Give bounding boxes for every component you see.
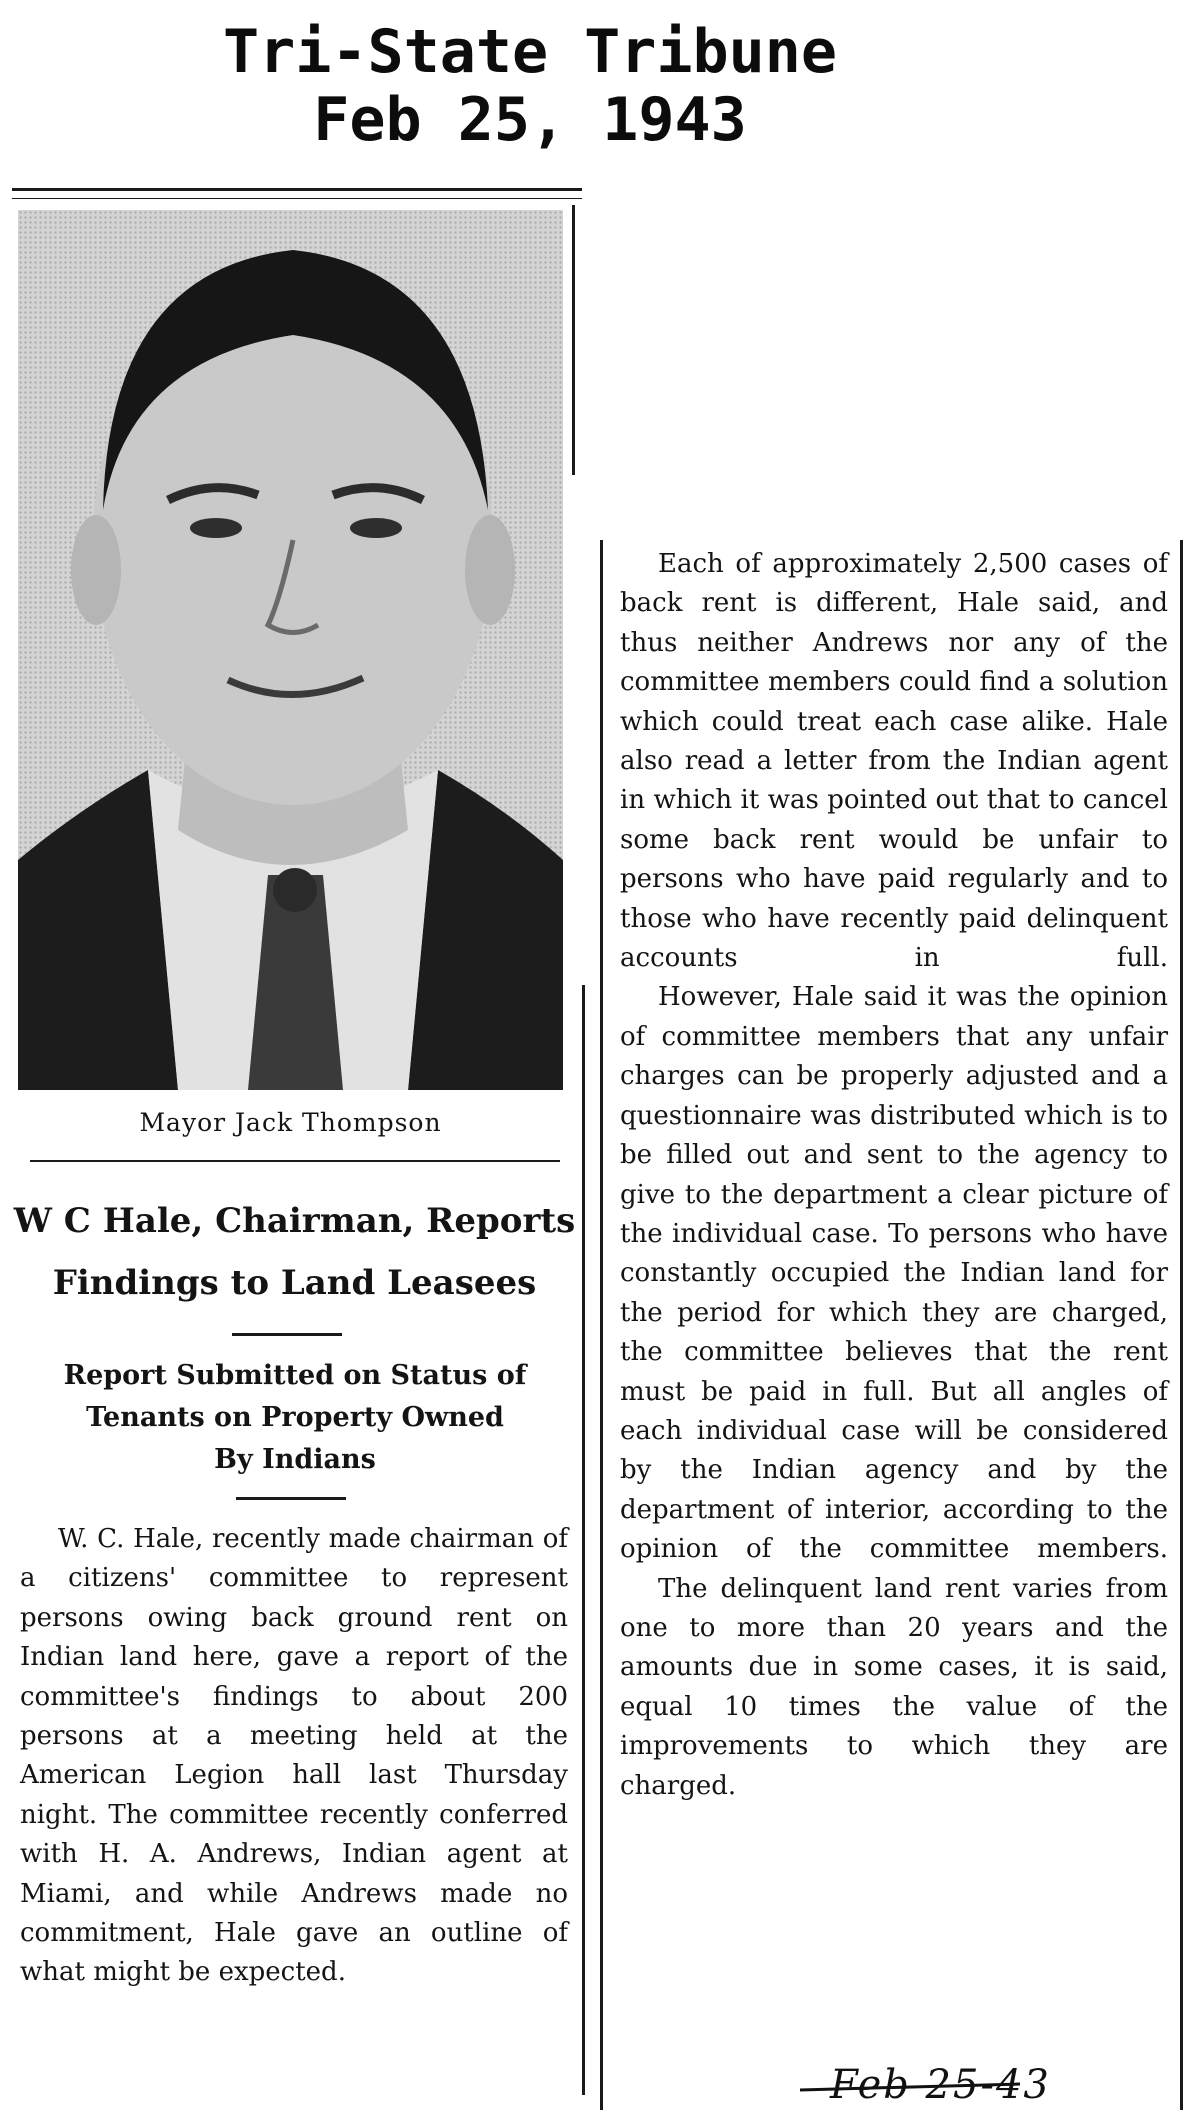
body-column-right — [620, 545, 1168, 1806]
body-paragraph: The delinquent land rent varies from one to more than 20 years and the amounts due in some cases, it is said, equal 10 times the value of the improvements to which they are charged. — [620, 1573, 1168, 1801]
caption-rule — [30, 1160, 560, 1162]
subhead-divider — [236, 1497, 346, 1500]
column-rule-photo — [572, 205, 575, 475]
article-headline — [12, 1190, 577, 1314]
column-rule-right-inner — [600, 540, 603, 2110]
subhead-line-2: Tenants on Property Owned — [86, 1402, 504, 1433]
subhead-line-1: Report Submitted on Status of — [63, 1360, 527, 1391]
headline-line-1: W C Hale, Chairman, Reports — [13, 1201, 576, 1241]
headline-line-2: Findings to Land Leasees — [52, 1263, 537, 1303]
handwritten-date-text: Feb 25-43 — [830, 2062, 1051, 2108]
handwritten-date-note — [800, 2060, 1100, 2110]
subhead-line-3: By Indians — [214, 1444, 376, 1475]
body-paragraph: W. C. Hale, recently made chairman of a citizens' committee to represent persons owing back ground rent on Indian land here, gave a report of the committee's findings to about 200 persons at a meeting held at the American Legion hall last Thursday night. The committee recently conferred with H. A. Andrews, Indian agent at Miami, and while Andrews made no commitment, Hale gave an outline of what might be expected. — [20, 1524, 568, 1988]
portrait-photo — [18, 210, 563, 1090]
article-subhead — [15, 1355, 575, 1481]
body-paragraph: Each of approximately 2,500 cases of back rent is different, Hale said, and thus neither Andrews nor any of the committee members could find a solution which could treat each case alike. Hale also read a letter from the Indian agent in which it was pointed out that to cancel some back rent would be unfair to persons who have paid regularly and to those who have recently paid delinquent accounts in full. — [620, 549, 1168, 974]
body-paragraph: However, Hale said it was the opinion of committee members that any unfair charges can be properly adjusted and a questionnaire was distributed which is to be filled out and sent to the agency to give to the department a clear picture of the individual case. To persons who have constantly occupied the Indian land for the period for which they are charged, the committee believes that the rent must be paid in full. But all angles of each individual case will be considered by the Indian agency and by the department of interior, according to the opinion of the committee members. — [620, 982, 1168, 1565]
portrait-illustration — [18, 210, 563, 1090]
headline-divider — [232, 1333, 342, 1336]
publication-title: Tri-State Tribune — [222, 17, 838, 87]
body-column-left — [20, 1520, 568, 1993]
page-header — [0, 18, 1060, 154]
top-rule-thin — [12, 198, 582, 199]
column-rule-right-outer — [1180, 540, 1183, 2110]
photo-caption: Mayor Jack Thompson — [139, 1108, 442, 1137]
top-rule — [12, 188, 582, 191]
publication-date: Feb 25, 1943 — [313, 85, 747, 155]
column-rule-left — [582, 985, 585, 2095]
